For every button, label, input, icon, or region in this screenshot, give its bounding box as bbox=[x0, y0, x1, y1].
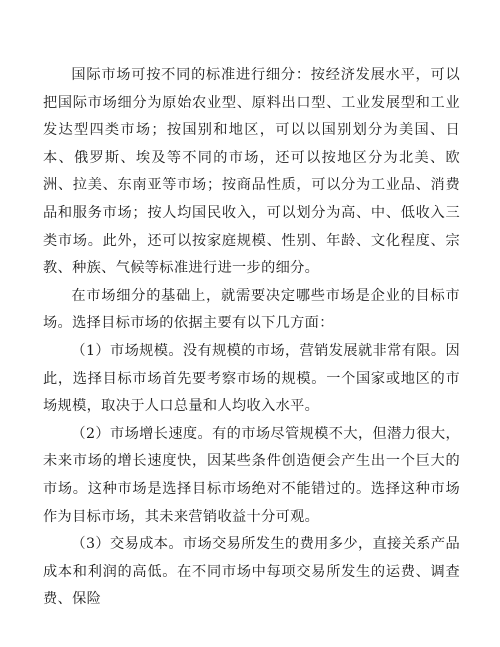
document-page bbox=[43, 62, 460, 614]
paragraph-transaction-cost: （3）交易成本。市场交易所发生的费用多少，直接关系产品成本和利润的高低。在不同市场中每项交易所发生的运费、调查费、保险 bbox=[43, 536, 460, 608]
paragraph-market-size: （1）市场规模。没有规模的市场，营销发展就非常有限。因此，选择目标市场首先要考察市场的规模。一个国家或地区的市场规模，取决于人口总量和人均收入水平。 bbox=[43, 342, 460, 415]
paragraph-market-growth: （2）市场增长速度。有的市场尽管规模不大，但潜力很大，未来市场的增长速度快，因某些条件创造便会产生出一个巨大的市场。这种市场是选择目标市场绝对不能错过的。选择这种市场作为目标市场，其未来营销收益十分可观。 bbox=[43, 425, 460, 525]
paragraph-target-market-intro: 在市场细分的基础上，就需要决定哪些市场是企业的目标市场。选择目标市场的依据主要有以下几方面： bbox=[43, 287, 460, 332]
paragraph-market-segmentation: 国际市场可按不同的标准进行细分：按经济发展水平，可以把国际市场细分为原始农业型、原料出口型、工业发展型和工业发达型四类市场；按国别和地区，可以以国别划分为美国、日本、俄罗斯、埃及等不同的市场，还可以按地区分为北美、欧洲、拉美、东南亚等市场；按商品性质，可以分为工业品、消费品和服务市场；按人均国民收入，可以划分为高、中、低收入三类市场。此外，还可以按家庭规模、性别、年龄、文化程度、宗教、种族、气候等标准进行进一步的细分。 bbox=[43, 67, 460, 277]
